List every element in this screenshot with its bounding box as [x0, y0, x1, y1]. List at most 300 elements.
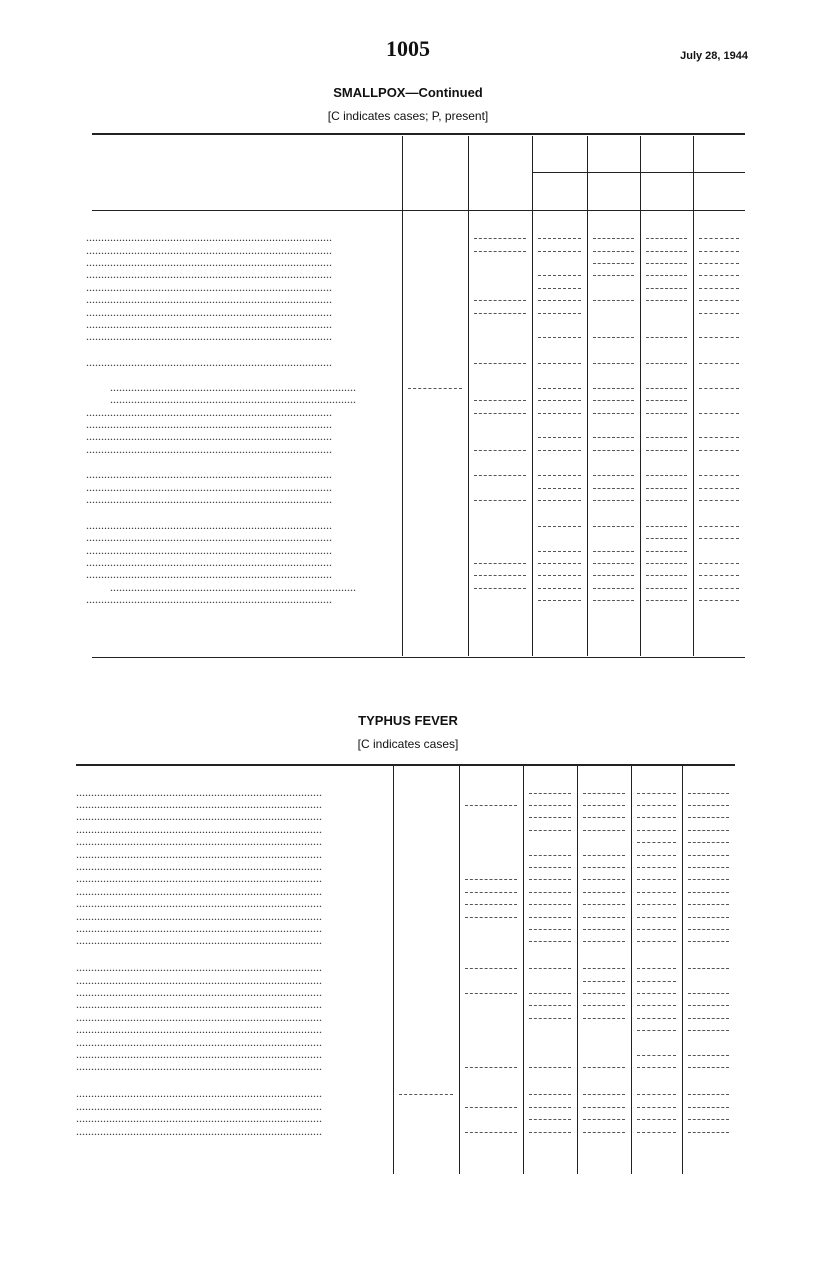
empty-cell-dash [465, 904, 517, 905]
row-place [86, 318, 380, 330]
empty-cell-dash [688, 968, 729, 969]
empty-cell-dash [688, 855, 729, 856]
empty-cell-dash [699, 575, 739, 576]
empty-cell-dash [646, 251, 687, 252]
leader-dots: .................................................................................. [76, 1010, 322, 1023]
row-place [76, 1011, 370, 1023]
empty-cell-dash [688, 830, 729, 831]
empty-cell-dash [529, 1119, 571, 1120]
empty-cell-dash [593, 563, 634, 564]
leader-dots: .................................................................................. [86, 356, 332, 368]
row-place [86, 356, 380, 368]
empty-cell-dash [646, 538, 687, 539]
row-place [76, 934, 370, 946]
column-divider [532, 136, 533, 656]
empty-cell-dash [637, 904, 676, 905]
empty-cell-dash [646, 400, 687, 401]
empty-cell-dash [583, 993, 625, 994]
row-place [86, 481, 380, 493]
empty-cell-dash [529, 1107, 571, 1108]
row-place [76, 860, 370, 872]
empty-cell-dash [688, 1119, 729, 1120]
empty-cell-dash [646, 337, 687, 338]
row-place [76, 872, 370, 884]
empty-cell-dash [688, 941, 729, 942]
leader-dots: .................................................................................. [86, 593, 332, 606]
leader-dots: .................................................................................. [86, 493, 332, 506]
empty-cell-dash [699, 475, 739, 476]
empty-cell-dash [688, 805, 729, 806]
row-place [86, 268, 380, 280]
row-place [86, 330, 380, 342]
empty-cell-dash [688, 1067, 729, 1068]
empty-cell-dash [646, 526, 687, 527]
empty-cell-dash [465, 968, 517, 969]
empty-cell-dash [583, 855, 625, 856]
row-place [76, 1036, 370, 1048]
leader-dots: .................................................................................. [76, 961, 322, 974]
leader-dots: .................................................................................. [86, 256, 332, 268]
leader-dots: .................................................................................. [76, 1023, 322, 1036]
leader-dots: .................................................................................. [86, 405, 332, 418]
empty-cell-dash [593, 551, 634, 552]
empty-cell-dash [474, 413, 526, 414]
empty-cell-dash [637, 1018, 676, 1019]
empty-cell-dash [529, 805, 571, 806]
row-place [76, 986, 370, 998]
empty-cell-dash [646, 388, 687, 389]
leader-dots: .................................................................................. [86, 330, 332, 343]
leader-dots: .................................................................................. [86, 243, 332, 256]
empty-cell-dash [637, 1067, 676, 1068]
empty-cell-dash [593, 363, 634, 364]
empty-cell-dash [637, 981, 676, 982]
empty-cell-dash [688, 993, 729, 994]
empty-cell-dash [637, 793, 676, 794]
empty-cell-dash [474, 313, 526, 314]
empty-cell-dash [474, 475, 526, 476]
empty-cell-dash [637, 817, 676, 818]
typhus-subtitle: [C indicates cases] [357, 737, 459, 751]
empty-cell-dash [688, 867, 729, 868]
leader-dots: .................................................................................. [76, 847, 322, 860]
leader-dots: .................................................................................. [76, 872, 322, 885]
empty-cell-dash [699, 388, 739, 389]
empty-cell-dash [637, 968, 676, 969]
leader-dots: .................................................................................. [86, 531, 332, 544]
leader-dots: .................................................................................. [86, 442, 332, 455]
smallpox-subtitle: [C indicates cases; P, present] [327, 109, 489, 123]
empty-cell-dash [529, 929, 571, 930]
empty-cell-dash [529, 968, 571, 969]
empty-cell-dash [583, 929, 625, 930]
empty-cell-dash [465, 917, 517, 918]
leader-dots: .................................................................................. [110, 580, 356, 593]
empty-cell-dash [474, 251, 526, 252]
empty-cell-dash [593, 337, 634, 338]
empty-cell-dash [538, 300, 581, 301]
row-place [86, 306, 380, 318]
empty-cell-dash [593, 437, 634, 438]
empty-cell-dash [699, 275, 739, 276]
empty-cell-dash [688, 879, 729, 880]
empty-cell-dash [646, 588, 687, 589]
empty-cell-dash [699, 588, 739, 589]
column-divider [577, 766, 578, 1174]
column-divider [523, 766, 524, 1174]
empty-cell-dash [699, 437, 739, 438]
empty-cell-dash [529, 917, 571, 918]
empty-cell-dash [583, 968, 625, 969]
empty-cell-dash [637, 892, 676, 893]
leader-dots: .................................................................................. [86, 268, 332, 281]
empty-cell-dash [593, 475, 634, 476]
empty-cell-dash [474, 563, 526, 564]
empty-cell-dash [688, 817, 729, 818]
empty-cell-dash [529, 1067, 571, 1068]
empty-cell-dash [699, 450, 739, 451]
empty-cell-dash [699, 413, 739, 414]
column-divider [631, 766, 632, 1174]
empty-cell-dash [593, 275, 634, 276]
leader-dots: .................................................................................. [86, 280, 332, 293]
empty-cell-dash [538, 551, 581, 552]
row-place [76, 1125, 370, 1137]
row-place [86, 556, 380, 568]
empty-cell-dash [699, 526, 739, 527]
empty-cell-dash [538, 337, 581, 338]
empty-cell-dash [688, 1005, 729, 1006]
empty-cell-dash [538, 575, 581, 576]
empty-cell-dash [637, 917, 676, 918]
empty-cell-dash [583, 1018, 625, 1019]
empty-cell-dash [529, 892, 571, 893]
row-place [86, 244, 380, 256]
empty-cell-dash [688, 842, 729, 843]
empty-cell-dash [583, 904, 625, 905]
empty-cell-dash [593, 400, 634, 401]
empty-cell-dash [529, 1018, 571, 1019]
empty-cell-dash [538, 288, 581, 289]
empty-cell-dash [474, 588, 526, 589]
page-date: July 28, 1944 [680, 50, 748, 62]
empty-cell-dash [583, 793, 625, 794]
page-number: 1005 [386, 36, 430, 61]
row-place [110, 581, 380, 593]
empty-cell-dash [538, 475, 581, 476]
empty-cell-dash [538, 588, 581, 589]
empty-cell-dash [538, 488, 581, 489]
empty-cell-dash [646, 238, 687, 239]
row-place [76, 974, 370, 986]
empty-cell-dash [646, 413, 687, 414]
row-place [76, 897, 370, 909]
empty-cell-dash [637, 1132, 676, 1133]
empty-cell-dash [593, 388, 634, 389]
empty-cell-dash [699, 251, 739, 252]
empty-cell-dash [593, 450, 634, 451]
typhus-top-rule [76, 764, 735, 766]
empty-cell-dash [538, 275, 581, 276]
empty-cell-dash [699, 313, 739, 314]
empty-cell-dash [688, 1030, 729, 1031]
empty-cell-dash [637, 1119, 676, 1120]
empty-cell-dash [637, 1030, 676, 1031]
empty-cell-dash [529, 904, 571, 905]
typhus-title: TYPHUS FEVER [358, 713, 458, 728]
empty-cell-dash [583, 867, 625, 868]
table-bottom-rule [92, 657, 745, 658]
smallpox-title: SMALLPOX—Continued [333, 85, 483, 100]
empty-cell-dash [637, 855, 676, 856]
column-divider [682, 766, 683, 1174]
leader-dots: .................................................................................. [76, 1112, 322, 1125]
empty-cell-dash [474, 500, 526, 501]
empty-cell-dash [646, 450, 687, 451]
empty-cell-dash [529, 817, 571, 818]
leader-dots: .................................................................................. [76, 822, 322, 835]
column-divider [468, 136, 469, 656]
row-place [86, 231, 380, 243]
empty-cell-dash [646, 488, 687, 489]
empty-cell-dash [538, 526, 581, 527]
row-place [76, 885, 370, 897]
empty-cell-dash [688, 917, 729, 918]
empty-cell-dash [593, 300, 634, 301]
leader-dots: .................................................................................. [76, 998, 322, 1011]
column-divider [402, 136, 403, 656]
empty-cell-dash [583, 1005, 625, 1006]
row-place [110, 393, 380, 405]
empty-cell-dash [583, 817, 625, 818]
empty-cell-dash [688, 1018, 729, 1019]
empty-cell-dash [637, 1107, 676, 1108]
row-place [76, 922, 370, 934]
empty-cell-dash [538, 563, 581, 564]
empty-cell-dash [688, 1107, 729, 1108]
empty-cell-dash [637, 805, 676, 806]
empty-cell-dash [465, 879, 517, 880]
empty-cell-dash [646, 437, 687, 438]
row-place [76, 961, 370, 973]
empty-cell-dash [408, 388, 462, 389]
empty-cell-dash [699, 263, 739, 264]
empty-cell-dash [646, 275, 687, 276]
row-place [76, 910, 370, 922]
empty-cell-dash [474, 400, 526, 401]
empty-cell-dash [465, 1067, 517, 1068]
leader-dots: .................................................................................. [86, 468, 332, 481]
leader-dots: .................................................................................. [76, 810, 322, 823]
row-place [86, 593, 380, 605]
empty-cell-dash [465, 1107, 517, 1108]
empty-cell-dash [465, 993, 517, 994]
leader-dots: .................................................................................. [86, 518, 332, 531]
empty-cell-dash [465, 805, 517, 806]
empty-cell-dash [637, 830, 676, 831]
empty-cell-dash [646, 263, 687, 264]
empty-cell-dash [529, 1094, 571, 1095]
leader-dots: .................................................................................. [76, 785, 322, 798]
empty-cell-dash [688, 904, 729, 905]
empty-cell-dash [646, 551, 687, 552]
empty-cell-dash [699, 363, 739, 364]
june-subheader-rule [532, 172, 745, 173]
leader-dots: .................................................................................. [86, 430, 332, 443]
empty-cell-dash [529, 855, 571, 856]
row-place [76, 1048, 370, 1060]
leader-dots: .................................................................................. [76, 1124, 322, 1137]
empty-cell-dash [538, 437, 581, 438]
row-place [76, 1023, 370, 1035]
empty-cell-dash [637, 941, 676, 942]
row-place [86, 293, 380, 305]
empty-cell-dash [699, 337, 739, 338]
leader-dots: .................................................................................. [76, 1048, 322, 1060]
empty-cell-dash [646, 563, 687, 564]
empty-cell-dash [646, 300, 687, 301]
leader-dots: .................................................................................. [76, 797, 322, 810]
empty-cell-dash [646, 600, 687, 601]
row-place [76, 823, 370, 835]
row-place [86, 493, 380, 505]
leader-dots: .................................................................................. [86, 568, 332, 581]
leader-dots: .................................................................................. [110, 393, 356, 406]
empty-cell-dash [538, 363, 581, 364]
column-divider [693, 136, 694, 656]
empty-cell-dash [637, 929, 676, 930]
empty-cell-dash [699, 563, 739, 564]
row-place [86, 418, 380, 430]
empty-cell-dash [474, 300, 526, 301]
empty-cell-dash [699, 300, 739, 301]
empty-cell-dash [583, 1132, 625, 1133]
row-place [76, 1100, 370, 1112]
empty-cell-dash [688, 793, 729, 794]
empty-cell-dash [538, 600, 581, 601]
empty-cell-dash [637, 993, 676, 994]
leader-dots: .................................................................................. [76, 1087, 322, 1100]
empty-cell-dash [538, 313, 581, 314]
leader-dots: .................................................................................. [76, 884, 322, 897]
empty-cell-dash [474, 238, 526, 239]
empty-cell-dash [699, 538, 739, 539]
empty-cell-dash [637, 1094, 676, 1095]
empty-cell-dash [637, 867, 676, 868]
empty-cell-dash [474, 575, 526, 576]
empty-cell-dash [583, 1067, 625, 1068]
empty-cell-dash [529, 830, 571, 831]
empty-cell-dash [538, 450, 581, 451]
row-place [76, 1112, 370, 1124]
empty-cell-dash [474, 363, 526, 364]
empty-cell-dash [637, 879, 676, 880]
empty-cell-dash [529, 879, 571, 880]
empty-cell-dash [699, 600, 739, 601]
row-place [76, 835, 370, 847]
empty-cell-dash [646, 288, 687, 289]
empty-cell-dash [593, 251, 634, 252]
empty-cell-dash [538, 251, 581, 252]
empty-cell-dash [593, 488, 634, 489]
empty-cell-dash [465, 1132, 517, 1133]
leader-dots: .................................................................................. [76, 859, 322, 872]
empty-cell-dash [583, 1119, 625, 1120]
column-divider [587, 136, 588, 656]
empty-cell-dash [529, 793, 571, 794]
empty-cell-dash [593, 413, 634, 414]
row-place [76, 798, 370, 810]
row-place [76, 1060, 370, 1072]
leader-dots: .................................................................................. [76, 835, 322, 848]
row-place [86, 430, 380, 442]
empty-cell-dash [593, 263, 634, 264]
empty-cell-dash [593, 526, 634, 527]
leader-dots: .................................................................................. [86, 293, 332, 306]
empty-cell-dash [583, 805, 625, 806]
empty-cell-dash [646, 575, 687, 576]
empty-cell-dash [538, 413, 581, 414]
empty-cell-dash [593, 600, 634, 601]
leader-dots: .................................................................................. [76, 986, 322, 998]
empty-cell-dash [583, 892, 625, 893]
empty-cell-dash [593, 575, 634, 576]
row-place [110, 381, 380, 393]
leader-dots: .................................................................................. [110, 380, 356, 393]
column-divider [640, 136, 641, 656]
row-place [86, 519, 380, 531]
header-bottom-rule [92, 210, 745, 211]
empty-cell-dash [583, 1107, 625, 1108]
empty-cell-dash [583, 830, 625, 831]
empty-cell-dash [529, 941, 571, 942]
empty-cell-dash [399, 1094, 453, 1095]
empty-cell-dash [646, 500, 687, 501]
header-top-rule [92, 133, 745, 135]
leader-dots: .................................................................................. [86, 418, 332, 430]
empty-cell-dash [646, 475, 687, 476]
empty-cell-dash [583, 879, 625, 880]
leader-dots: .................................................................................. [76, 1060, 322, 1073]
empty-cell-dash [699, 288, 739, 289]
row-place [86, 544, 380, 556]
empty-cell-dash [583, 941, 625, 942]
row-place [86, 406, 380, 418]
row-place [76, 810, 370, 822]
empty-cell-dash [637, 1055, 676, 1056]
leader-dots: .................................................................................. [76, 897, 322, 910]
empty-cell-dash [583, 1094, 625, 1095]
leader-dots: .................................................................................. [86, 543, 332, 556]
empty-cell-dash [646, 363, 687, 364]
empty-cell-dash [474, 450, 526, 451]
column-divider [459, 766, 460, 1174]
row-place [86, 531, 380, 543]
empty-cell-dash [699, 238, 739, 239]
leader-dots: .................................................................................. [76, 973, 322, 986]
leader-dots: .................................................................................. [76, 1099, 322, 1112]
empty-cell-dash [538, 388, 581, 389]
empty-cell-dash [699, 488, 739, 489]
empty-cell-dash [538, 400, 581, 401]
empty-cell-dash [529, 867, 571, 868]
row-place [76, 848, 370, 860]
leader-dots: .................................................................................. [76, 934, 322, 947]
empty-cell-dash [637, 1005, 676, 1006]
empty-cell-dash [529, 993, 571, 994]
empty-cell-dash [699, 500, 739, 501]
leader-dots: .................................................................................. [86, 480, 332, 493]
